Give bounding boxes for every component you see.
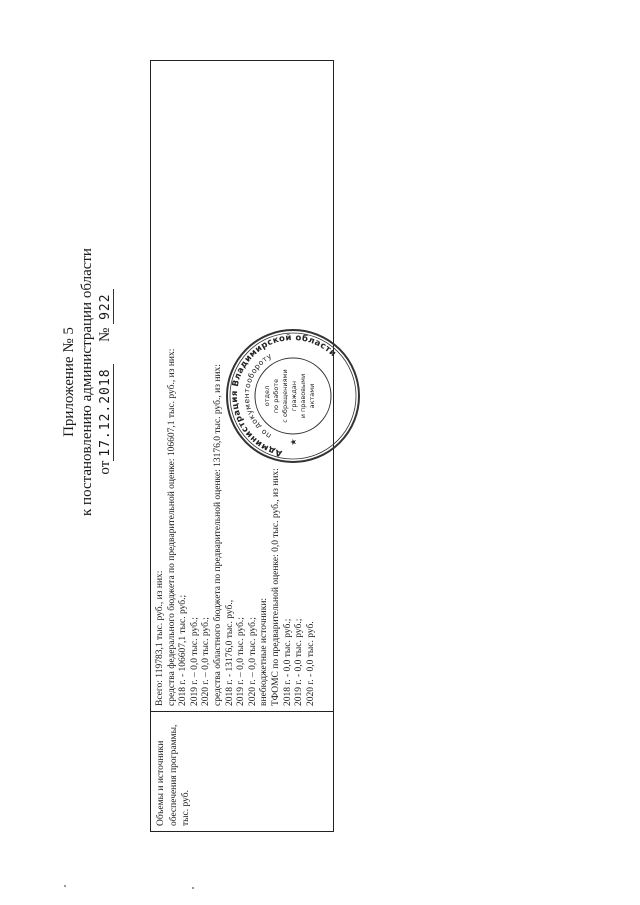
funding-row: 2019 г. – 0,0 тыс. руб.;	[189, 617, 200, 706]
funding-row: 2018 г. - 13176,0 тыс. руб.,	[224, 599, 235, 706]
stamp-inner-text: по документообороту	[241, 351, 274, 441]
stamp-center-line: отдел	[263, 385, 271, 407]
stamp-outer-text: Администрация Владимирской области	[229, 332, 339, 458]
official-stamp	[223, 326, 363, 466]
stamp-center-line: граждан	[290, 380, 298, 412]
scan-speck	[64, 885, 66, 887]
appendix-title: Приложение № 5	[61, 327, 77, 437]
funding-row: 2020 г. – 0,0 тыс. руб.;	[201, 617, 212, 706]
stamp-center-line: с обращениями	[281, 369, 289, 423]
number-prefix: №	[97, 327, 113, 342]
decree-date: 17.12.2018	[98, 364, 114, 460]
funding-row: 2018 г. - 106607,1 тыс. руб.;	[178, 594, 189, 706]
stamp-center-line: и правовыми	[299, 373, 307, 419]
funding-row: 2019 г. – 0,0 тыс. руб.;	[236, 617, 247, 706]
date-prefix: от	[97, 460, 113, 475]
decree-subtitle: к постановлению администрации области	[79, 248, 95, 516]
stamp-center-line: по работе	[272, 378, 280, 414]
funding-row: внебюджетные источники:	[259, 597, 270, 706]
decree-number: 922	[98, 289, 114, 323]
funding-row: средства областного бюджета по предварительной оценке: 13176,0 тыс. руб., из них:	[212, 364, 223, 706]
funding-row: 2018 г. - 0,0 тыс. руб.;	[282, 618, 293, 706]
decree-date-line	[96, 202, 115, 562]
rotated-document	[60, 22, 580, 882]
funding-row: 2019 г. - 0,0 тыс. руб.;	[294, 618, 305, 706]
stamp-star-icon: ★	[289, 438, 298, 446]
appendix-header	[60, 202, 115, 562]
stamp-center-line: актами	[308, 383, 316, 409]
scan-speck	[192, 887, 194, 889]
funding-label-cell: Объемы и источники обеспечения программы, тыс. руб.	[151, 711, 333, 831]
funding-row: 2020 г. – 0,0 тыс. руб.;	[247, 617, 258, 706]
funding-row: 2020 г. - 0,0 тыс. руб.	[305, 621, 316, 706]
funding-row: ТФОМС по предварительной оценке: 0,0 тыс. руб., из них:	[270, 468, 281, 706]
funding-row: средства федерального бюджета по предварительной оценке: 106607,1 тыс. руб., из них:	[166, 348, 177, 706]
funding-row: Всего: 119783,1 тыс. руб., из них:	[155, 570, 165, 706]
